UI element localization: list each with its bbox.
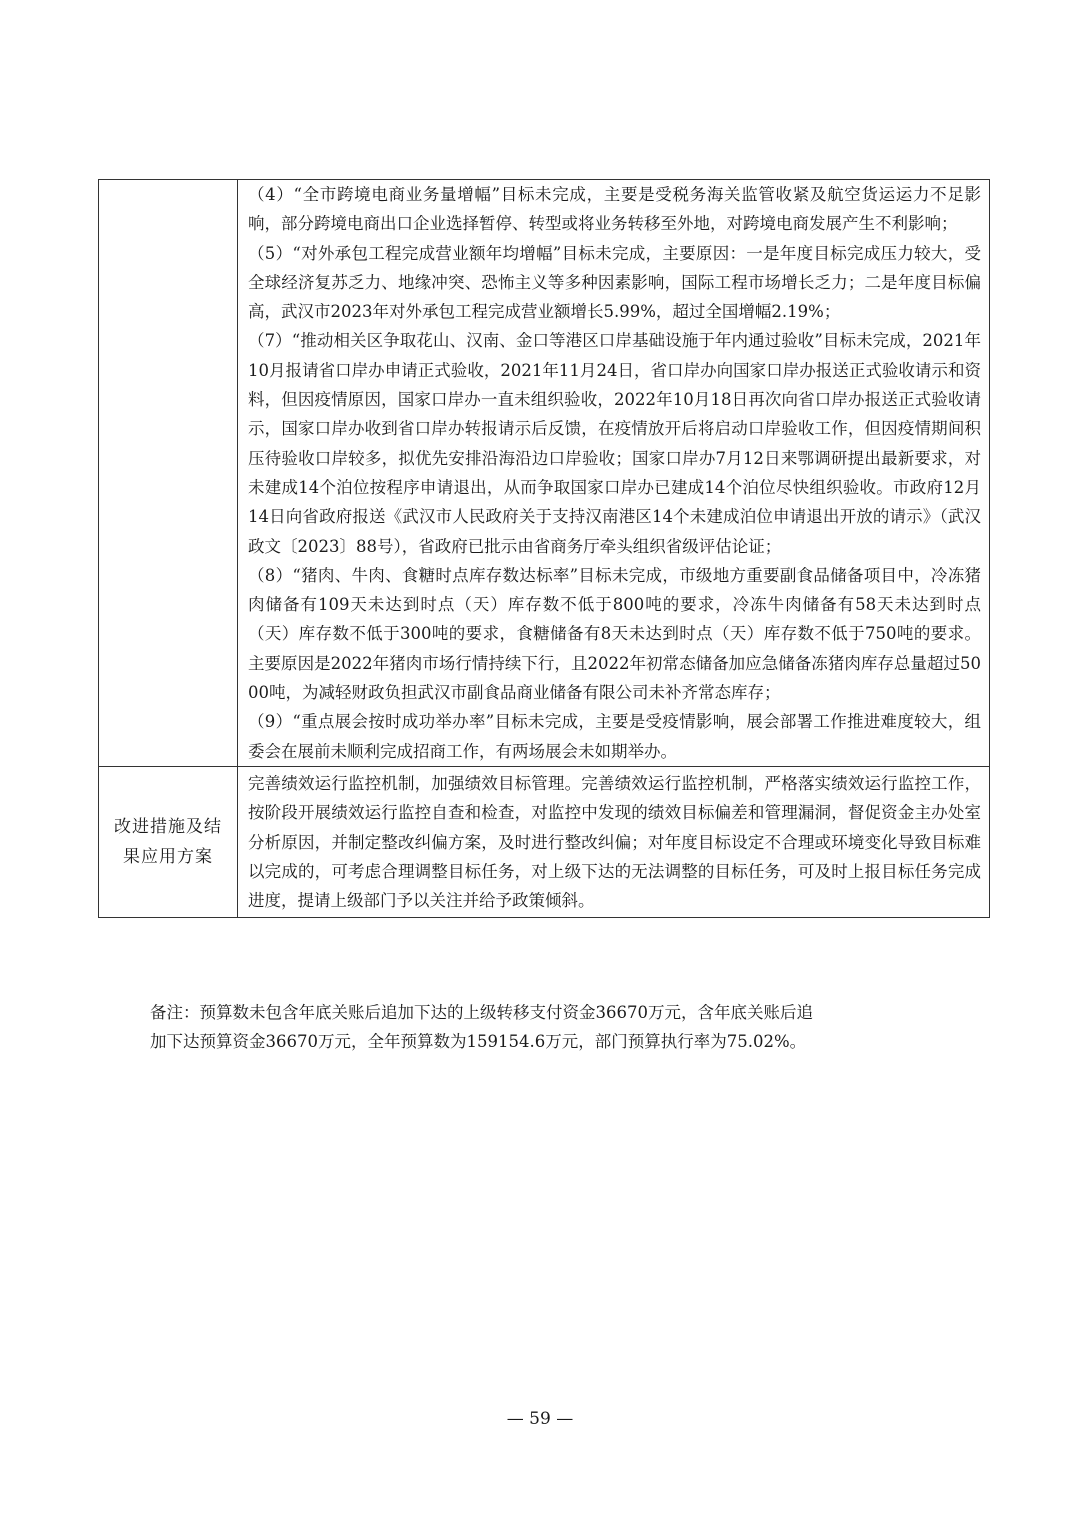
row-content-cell (238, 180, 990, 767)
table-row (99, 180, 990, 767)
footnote (150, 998, 940, 1056)
paragraph-item-5: （5）“对外承包工程完成营业额年均增幅”目标未完成，主要原因：一是年度目标完成压力较大，受全球经济复苏乏力、地缘冲突、恐怖主义等多种因素影响，国际工程市场增长乏力；二是年度目标偏高，武汉市2023年对外承包工程完成营业额增长5.99%，超过全国增幅2.19%； (248, 243, 981, 322)
paragraph-item-8: （8）“猪肉、牛肉、食糖时点库存数达标率”目标未完成，市级地方重要副食品储备项目中，冷冻猪肉储备有109天未达到时点（天）库存数不低于800吨的要求，冷冻牛肉储备有58天未达到时点（天）库存数不低于300吨的要求，食糖储备有8天未达到时点（天）库存数不低于750吨的要求。主要原因是2022年猪肉市场行情持续下行，且2022年初常态储备加应急储备冻猪肉库存总量超过5000吨，为减轻财政负担武汉市副食品商业储备有限公司未补齐常态库存； (248, 565, 981, 703)
performance-report-table (98, 179, 990, 918)
paragraph-item-7: （7）“推动相关区争取花山、汉南、金口等港区口岸基础设施于年内通过验收”目标未完成，2021年10月报请省口岸办申请正式验收，2021年11月24日，省口岸办向国家口岸办报送正式验收请示和资料，但因疫情原因，国家口岸办一直未组织验收，2022年10月18日再次向省口岸办报送正式验收请示，国家口岸办收到省口岸办转报请示后反馈，在疫情放开后将启动口岸验收工作，但因疫情期间积压待验收口岸较多，拟优先安排沿海沿边口岸验收；国家口岸办7月12日来鄂调研提出最新要求，对未建成14个泊位按程序申请退出，从而争取国家口岸办已建成14个泊位尽快组织验收。市政府12月14日向省政府报送《武汉市人民政府关于支持汉南港区14个未建成泊位申请退出开放的请示》（武汉政文〔2023〕88号），省政府已批示由省商务厅牵头组织省级评估论证； (248, 331, 981, 556)
table-row (99, 766, 990, 917)
footnote-line-1: 备注：预算数未包含年底关账后追加下达的上级转移支付资金36670万元，含年底关账后追 (150, 1003, 813, 1022)
improvement-measures-text: 完善绩效运行监控机制，加强绩效目标管理。完善绩效运行监控机制，严格落实绩效运行监控工作，按阶段开展绩效运行监控自查和检查，对监控中发现的绩效目标偏差和管理漏洞，督促资金主办处室分析原因，并制定整改纠偏方案，及时进行整改纠偏；对年度目标设定不合理或环境变化导致目标难以完成的，可考虑合理调整目标任务，对上级下达的无法调整的目标任务，可及时上报目标任务完成进度，提请上级部门予以关注并给予政策倾斜。 (248, 773, 981, 911)
improvement-measures-label: 改进措施及结果应用方案 (114, 817, 222, 868)
paragraph-item-9: （9）“重点展会按时成功举办率”目标未完成，主要是受疫情影响，展会部署工作推进难度较大，组委会在展前未顺利完成招商工作，有两场展会未如期举办。 (248, 712, 981, 761)
row-label-cell (99, 766, 238, 917)
paragraph-item-4: （4）“全市跨境电商业务量增幅”目标未完成，主要是受税务海关监管收紧及航空货运运力不足影响，部分跨境电商出口企业选择暂停、转型或将业务转移至外地，对跨境电商发展产生不利影响； (248, 185, 981, 234)
row-label-cell (99, 180, 238, 767)
footnote-line-2: 加下达预算资金36670万元，全年预算数为159154.6万元，部门预算执行率为75.02%。 (150, 1032, 807, 1051)
row-content-cell (238, 766, 990, 917)
page-number: — 59 — (506, 1409, 574, 1429)
